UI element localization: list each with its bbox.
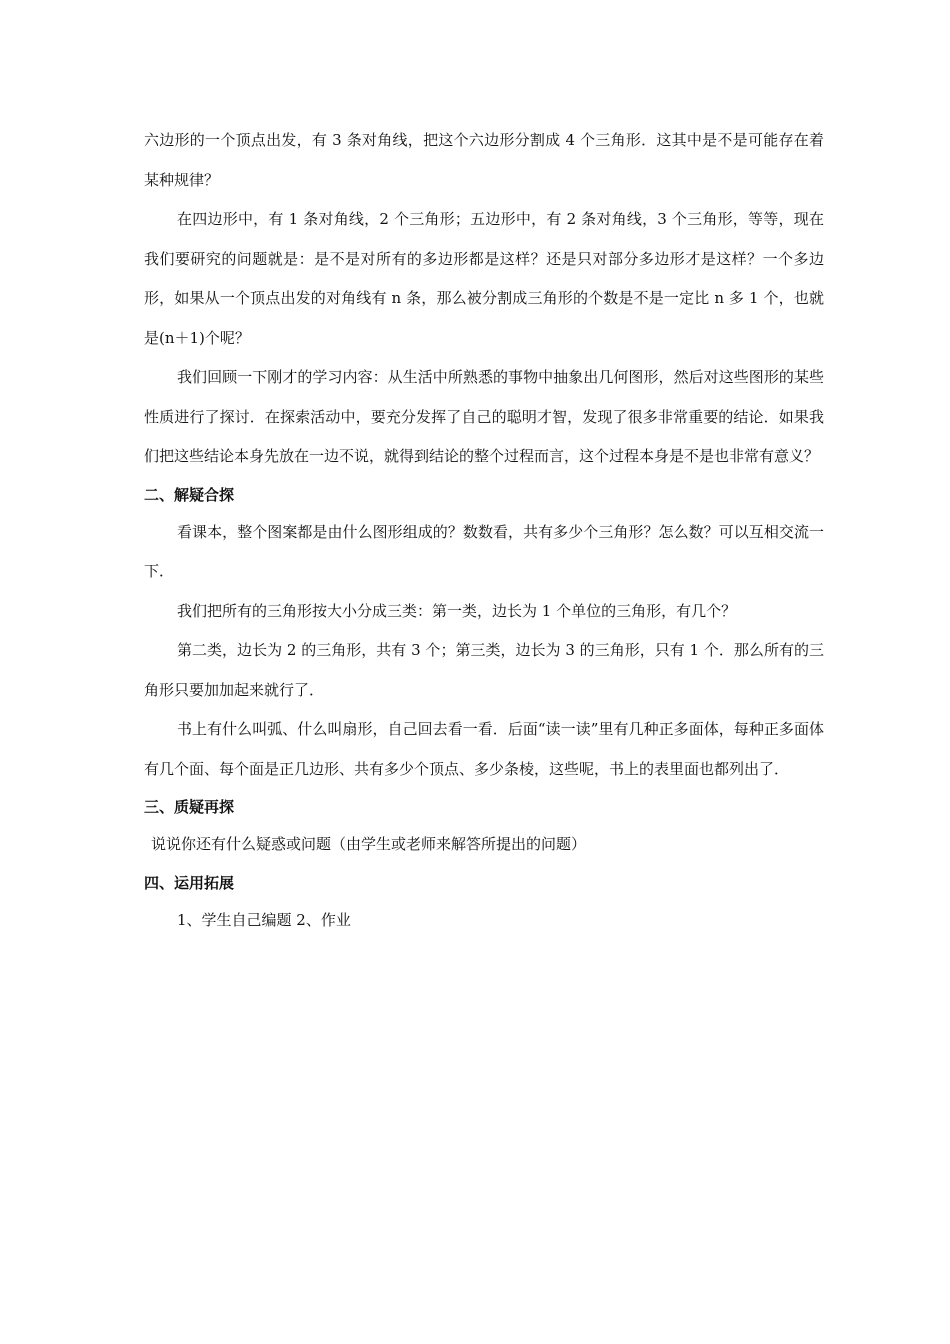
paragraph-triangle-classes: 我们把所有的三角形按大小分成三类：第一类，边长为 1 个单位的三角形，有几个？ [177,601,737,620]
paragraph-questions: 说说你还有什么疑惑或问题（由学生或老师来解答所提出的问题） [151,835,587,853]
paragraph-review: 我们回顾一下刚才的学习内容：从生活中所熟悉的事物中抽象出几何图形，然后对这些图形的某些性质进行了探讨．在探索活动中，要充分发挥了自己的聪明才智，发现了很多非常重要的结论．如果我们把这些结论本身先放在一边不说，就得到结论的整个过程而言，这个过程本身是不是也非常有意义？ [144,368,824,465]
paragraph-triangle-sum: 第二类，边长为 2 的三角形，共有 3 个；第三类，边长为 3 的三角形，只有 1 个．那么所有的三角形只要加加起来就行了． [144,641,824,699]
document-body [144,121,824,940]
paragraph-polyhedra: 书上有什么叫弧、什么叫扇形，自己回去看一看．后面“读一读”里有几种正多面体，每种正多面体有几个面、每个面是正几边形、共有多少个顶点、多少条棱，这些呢，书上的表里面也都列出了． [144,720,824,778]
section-heading-4: 四、运用拓展 [144,873,235,892]
section-heading-2: 二、解疑合探 [144,485,235,504]
paragraph-textbook-triangles: 看课本，整个图案都是由什么图形组成的？数数看，共有多少个三角形？怎么数？可以互相交流一下． [144,522,824,580]
paragraph-hexagon-diagonals: 六边形的一个顶点出发，有 3 条对角线，把这个六边形分割成 4 个三角形．这其中是不是可能存在着某种规律？ [144,131,824,189]
section-heading-3: 三、质疑再探 [144,798,235,816]
paragraph-homework: 1、学生自己编题 2、作业 [177,910,351,929]
paragraph-polygon-pattern: 在四边形中，有 1 条对角线，2 个三角形；五边形中，有 2 条对角线，3 个三角形，等等，现在我们要研究的问题就是：是不是对所有的多边形都是这样？还是只对部分多边形才是这样？一个多边形，如果从一个顶点出发的对角线有 n 条，那么被分割成三角形的个数是不是一定比 n 多 1 个，也就是(n＋1)个呢？ [144,210,824,347]
